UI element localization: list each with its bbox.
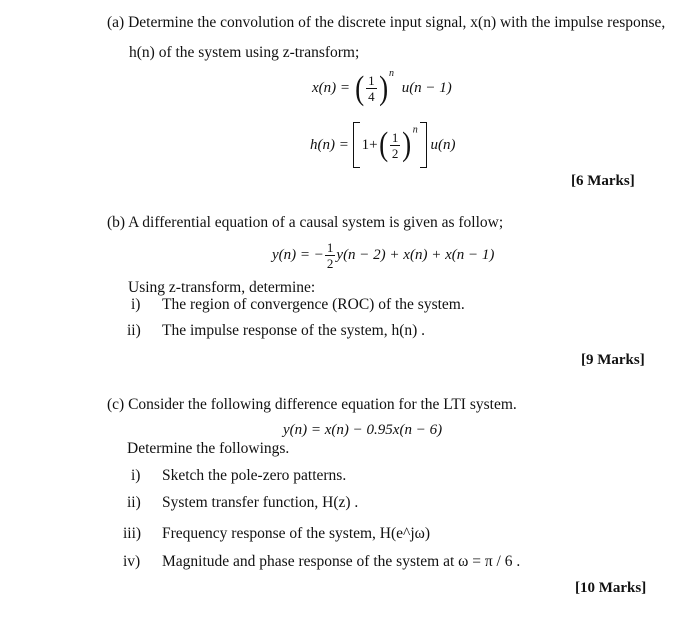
part-c-item-1-number: i)	[131, 467, 141, 484]
eqb-frac-den: 2	[326, 256, 334, 271]
eq2-one-plus: 1+	[361, 136, 378, 153]
eqb-frac-num: 1	[326, 240, 334, 255]
part-c-question-line-1: (c) Consider the following difference equation for the LTI system.	[107, 396, 517, 413]
part-b-item-1-text: The region of convergence (ROC) of the system.	[162, 296, 465, 313]
equation-y-n-c	[283, 422, 442, 439]
eqb-rhs: y(n − 2) + x(n) + x(n − 1)	[336, 247, 495, 263]
eq2-right-bracket	[420, 122, 427, 168]
part-b-item-1-number: i)	[131, 296, 141, 313]
eq1-exponent: n	[388, 68, 394, 79]
equation-x-n	[312, 68, 452, 106]
eq2-rhs: u(n)	[430, 136, 456, 153]
part-b-question-line-1: (b) A differential equation of a causal system is given as follow;	[107, 214, 504, 231]
part-b-item-2-number: ii)	[127, 322, 141, 339]
eq1-lhs: x(n) =	[312, 80, 351, 97]
eq2-right-paren: )	[402, 126, 412, 163]
eq1-rhs: u(n − 1)	[401, 80, 452, 97]
part-c-item-4-text: Magnitude and phase response of the system at ω = π / 6 .	[162, 553, 521, 570]
part-c-item-2-text: System transfer function, H(z) .	[162, 494, 359, 511]
part-c-item-3-number: iii)	[123, 525, 142, 542]
eq2-left-paren: (	[378, 126, 388, 163]
part-c-item-4-number: iv)	[123, 553, 141, 570]
eq1-right-paren: )	[378, 69, 388, 107]
part-c-marks: [10 Marks]	[575, 580, 647, 596]
part-a-question-line-1: (a) Determine the convolution of the discrete input signal, x(n) with the impulse response,	[107, 14, 666, 31]
equation-y-n-b	[272, 241, 494, 270]
eqb-lhs: y(n) = −	[272, 247, 324, 263]
eq2-frac-num: 1	[391, 129, 399, 145]
eq2-exponent: n	[412, 124, 418, 136]
eq2-frac-den: 2	[391, 145, 399, 161]
eq1-left-paren: (	[354, 69, 364, 107]
part-c-intro: Determine the followings.	[127, 440, 290, 457]
eq2-fraction	[390, 131, 401, 160]
part-a-marks: [6 Marks]	[571, 173, 635, 189]
part-b-marks: [9 Marks]	[581, 352, 645, 368]
eq2-left-bracket	[353, 122, 360, 168]
eq2-lhs: h(n) =	[310, 136, 349, 153]
part-c-item-2-number: ii)	[127, 494, 141, 511]
part-c-item-1-text: Sketch the pole-zero patterns.	[162, 467, 347, 484]
equation-h-n	[310, 122, 456, 168]
eq1-frac-den: 4	[368, 89, 375, 105]
part-b-intro: Using z-transform, determine:	[128, 279, 316, 296]
eq1-fraction	[366, 74, 377, 103]
part-c-item-3-text: Frequency response of the system, H(e^jω)	[162, 525, 430, 542]
eqc-text: y(n) = x(n) − 0.95x(n − 6)	[283, 422, 443, 438]
eqb-fraction	[325, 241, 336, 270]
eq1-frac-num: 1	[368, 73, 375, 89]
part-b-item-2-text: The impulse response of the system, h(n) .	[162, 322, 426, 339]
part-a-question-line-2: h(n) of the system using z-transform;	[129, 44, 360, 61]
